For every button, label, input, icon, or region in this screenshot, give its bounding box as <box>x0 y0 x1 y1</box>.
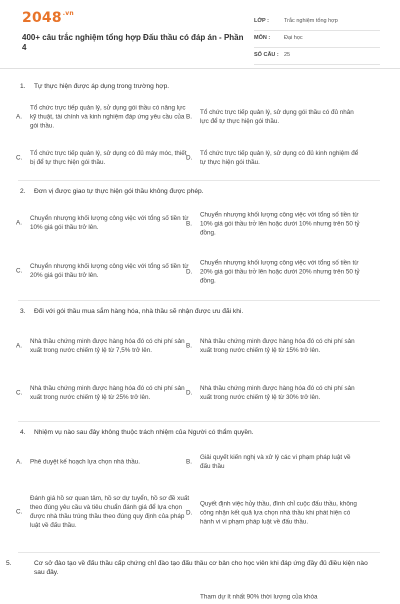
option-letter: D. <box>186 509 193 517</box>
question-divider <box>18 300 380 301</box>
option-3a[interactable] <box>16 326 194 366</box>
question-4 <box>20 428 380 437</box>
option-text: Tổ chức trực tiếp quản lý, sử dụng gói thầu có năng lực kỹ thuật, tài chính và kinh nghiệm đáp ứng yêu cầu của gói thầu. <box>30 104 186 130</box>
option-text: Quyết định việc hủy thầu, đình chỉ cuộc đấu thầu, không công nhận kết quả lựa chọn nhà thầu khi phát hiện có hành vi vi phạm pháp luật về đấu thầu. <box>200 500 357 526</box>
question-number: 1. <box>20 83 26 90</box>
option-text: Nhà thầu chứng minh được hàng hóa đó có chi phí sản xuất trong nước chiếm tỷ lệ từ 25% trở lên. <box>30 385 185 401</box>
option-text: Chuyển nhượng khối lượng công việc với tổng số tiền từ 20% giá gói thầu trở lên. <box>30 263 189 279</box>
meta-label: SỐ CÂU : <box>254 52 279 58</box>
option-letter: D. <box>186 154 193 162</box>
meta-value: Đại học <box>284 35 303 41</box>
option-2c[interactable] <box>16 256 194 286</box>
question-divider <box>18 421 380 422</box>
question-prompt: Cơ sở đào tạo về đấu thầu cấp chứng chỉ đào tạo đấu thầu cơ bản cho học viên khi đáp ứng đầy đủ điều kiện nào sau đây. <box>34 560 368 576</box>
option-text: Chuyển nhượng khối lượng công việc với tổng số tiền từ 10% giá gói thầu trở lên. <box>30 215 189 231</box>
option-text: Nhà thầu chứng minh được hàng hóa đó có chi phí sản xuất trong nước chiếm tỷ lệ từ 7,5% trở lên. <box>30 338 185 354</box>
question-number: 3. <box>20 308 26 315</box>
option-letter: C. <box>16 267 23 275</box>
option-4d[interactable] <box>186 485 364 541</box>
question-text <box>20 307 380 316</box>
option-letter: C. <box>16 508 23 516</box>
option-5-partial[interactable] <box>186 590 364 604</box>
question-2 <box>20 187 380 196</box>
option-letter: A. <box>16 458 22 466</box>
option-1d[interactable] <box>186 143 364 173</box>
question-number: 2. <box>20 188 26 195</box>
page-header <box>0 0 400 68</box>
option-letter: D. <box>186 268 193 276</box>
option-2d[interactable] <box>186 252 364 292</box>
quiz-title: 400+ câu trắc nghiệm tổng hợp Đấu thầu có đáp án - Phần 4 <box>22 33 244 52</box>
question-divider <box>18 180 380 181</box>
meta-count <box>254 48 380 65</box>
option-letter: B. <box>186 113 192 121</box>
option-letter: B. <box>186 220 192 228</box>
meta-subject <box>254 31 380 48</box>
question-prompt: Tự thực hiện được áp dụng trong trường hợp. <box>34 83 170 90</box>
question-text <box>6 559 380 577</box>
question-3 <box>20 307 380 316</box>
question-divider <box>18 552 380 553</box>
option-text: Đánh giá hồ sơ quan tâm, hồ sơ dự tuyển, hồ sơ đề xuất theo đúng yêu cầu và tiêu chuẩn đánh giá để lựa chọn được nhà thầu trúng thầu theo đúng quy định của pháp luật về đấu thầu. <box>30 495 190 529</box>
option-letter: C. <box>16 389 23 397</box>
option-text: Nhà thầu chứng minh được hàng hóa đó có chi phí sản xuất trong nước chiếm tỷ lệ từ 30% trở lên. <box>200 385 355 401</box>
option-text: Chuyển nhượng khối lượng công việc với tổng số tiền từ 20% giá gói thầu trở lên hoặc dưới 20% nhưng trên 50 tỷ đồng. <box>200 259 360 285</box>
option-letter: A. <box>16 219 22 227</box>
meta-class <box>254 14 380 31</box>
option-4c[interactable] <box>16 480 194 544</box>
option-text: Chuyển nhượng khối lượng công việc với tổng số tiền từ 10% giá gói thầu trở lên hoặc dưới 10% nhưng trên 50 tỷ đồng. <box>200 211 360 237</box>
option-text: Giải quyết kiến nghị và xử lý các vi phạm pháp luật về đấu thầu <box>200 454 351 470</box>
site-logo[interactable] <box>22 10 74 26</box>
quiz-meta <box>254 14 380 65</box>
option-letter: B. <box>186 342 192 350</box>
option-letter: A. <box>16 113 22 121</box>
option-text: Tổ chức trực tiếp quản lý, sử dụng có đủ máy móc, thiết bị để tự thực hiện gói thầu. <box>30 150 187 166</box>
option-1a[interactable] <box>16 98 194 136</box>
option-2a[interactable] <box>16 208 194 238</box>
option-letter: D. <box>186 389 193 397</box>
option-1c[interactable] <box>16 143 194 173</box>
option-1b[interactable] <box>186 100 364 134</box>
question-prompt: Đối với gói thầu mua sắm hàng hóa, nhà thầu sẽ nhận được ưu đãi khi. <box>34 308 244 315</box>
question-5 <box>6 559 380 577</box>
option-3b[interactable] <box>186 326 364 366</box>
meta-value: Trắc nghiệm tổng hợp <box>284 18 338 24</box>
question-number: 4. <box>20 429 26 436</box>
option-text: Nhà thầu chứng minh được hàng hóa đó có chi phí sản xuất trong nước chiếm tỷ lệ từ 15% trở lên. <box>200 338 355 354</box>
option-text: Phê duyệt kế hoạch lựa chọn nhà thầu. <box>30 458 140 466</box>
meta-label: LỚP : <box>254 18 269 24</box>
option-text: Tổ chức trực tiếp quản lý, sử dụng gói thầu có đủ nhân lực để tự thực hiện gói thầu. <box>200 109 354 125</box>
option-letter: B. <box>186 458 192 466</box>
option-4a[interactable] <box>16 453 194 471</box>
option-3c[interactable] <box>16 373 194 413</box>
question-prompt: Đơn vị được giao tự thực hiện gói thầu không được phép. <box>34 188 204 195</box>
option-2b[interactable] <box>186 204 364 244</box>
meta-value: 25 <box>284 52 291 58</box>
logo-text: 2048 <box>22 10 62 26</box>
question-text <box>20 82 380 91</box>
question-prompt: Nhiệm vụ nào sau đây không thuộc trách nhiệm của Người có thẩm quyền. <box>34 429 254 436</box>
option-text: Tổ chức trực tiếp quản lý, sử dụng có đủ kinh nghiệm để tự thực hiện gói thầu. <box>200 150 359 166</box>
question-1 <box>20 82 380 91</box>
question-text <box>20 187 380 196</box>
option-letter: A. <box>16 342 22 350</box>
header-divider <box>0 68 400 69</box>
logo-suffix: .vn <box>62 10 74 17</box>
option-4b[interactable] <box>186 450 364 474</box>
question-text <box>20 428 380 437</box>
question-number: 5. <box>6 560 12 567</box>
meta-label: MÔN : <box>254 35 271 41</box>
option-3d[interactable] <box>186 373 364 413</box>
option-text: Tham dự ít nhất 90% thời lượng của khóa <box>200 593 318 601</box>
option-letter: C. <box>16 154 23 162</box>
